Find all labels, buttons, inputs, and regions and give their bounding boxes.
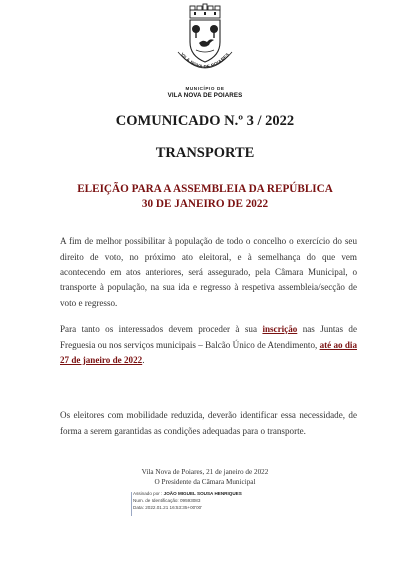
signed-by-label: Assinado por : [133,491,163,496]
municipio-name: VILA NOVA DE POIARES [167,92,243,99]
signature-divider [131,492,132,516]
signature-date: Data: 2022.01.21 16:53:35+00'00' [133,505,203,510]
deadline-highlight: até ao dia 27 de janeiro de 2022 [60,339,358,365]
paragraph-registration-text: . [142,354,145,365]
signed-by-name: JOÃO MIGUEL SOUSA HENRIQUES [163,491,242,496]
communique-title: COMUNICADO N.º 3 / 2022 [115,113,295,129]
municipio-label: MUNICÍPIO DE [185,86,225,91]
paragraph-registration [60,322,357,368]
paragraph-transport-info: A fim de melhor possibilitar à população de todo o concelho o exercício do seu direito de voto, no próximo ato eleitoral, e à semelhança do que vem acontecendo em atos anteriores, será assegurado, pela Câmara Municipal, o transporte à população, na sua ida e regresso à respetiva assembleia/secção de voto e regresso. [60,236,357,308]
paragraph-registration-text: nas Juntas de Freguesia ou nos serviços municipais – Balcão Único de Atendimento, [60,324,357,350]
signature-id: Num. de Identificação: 09593083 [133,498,201,503]
communique-subject: TRANSPORTE [155,145,255,161]
signatory-role: O Presidente da Câmara Municipal [154,478,256,486]
election-date: 30 DE JANEIRO DE 2022 [141,198,269,210]
digital-signature [133,490,263,511]
municipal-crest-logo [166,2,244,80]
election-title: ELEIÇÃO PARA A ASSEMBLEIA DA REPÚBLICA [77,183,333,195]
paragraph-reduced-mobility: Os eleitores com mobilidade reduzida, deverão identificar essa necessidade, de forma a serem garantidas as condições adequadas para o transporte. [60,410,357,436]
svg-text:VILA NOVA DE POIARES: VILA NOVA DE POIARES [179,51,231,70]
paragraph-registration-text: Para tanto os interessados devem proceder à sua [60,324,263,335]
registration-highlight: inscrição [262,324,298,335]
place-date: Vila Nova de Poiares, 21 de janeiro de 2022 [141,468,269,476]
